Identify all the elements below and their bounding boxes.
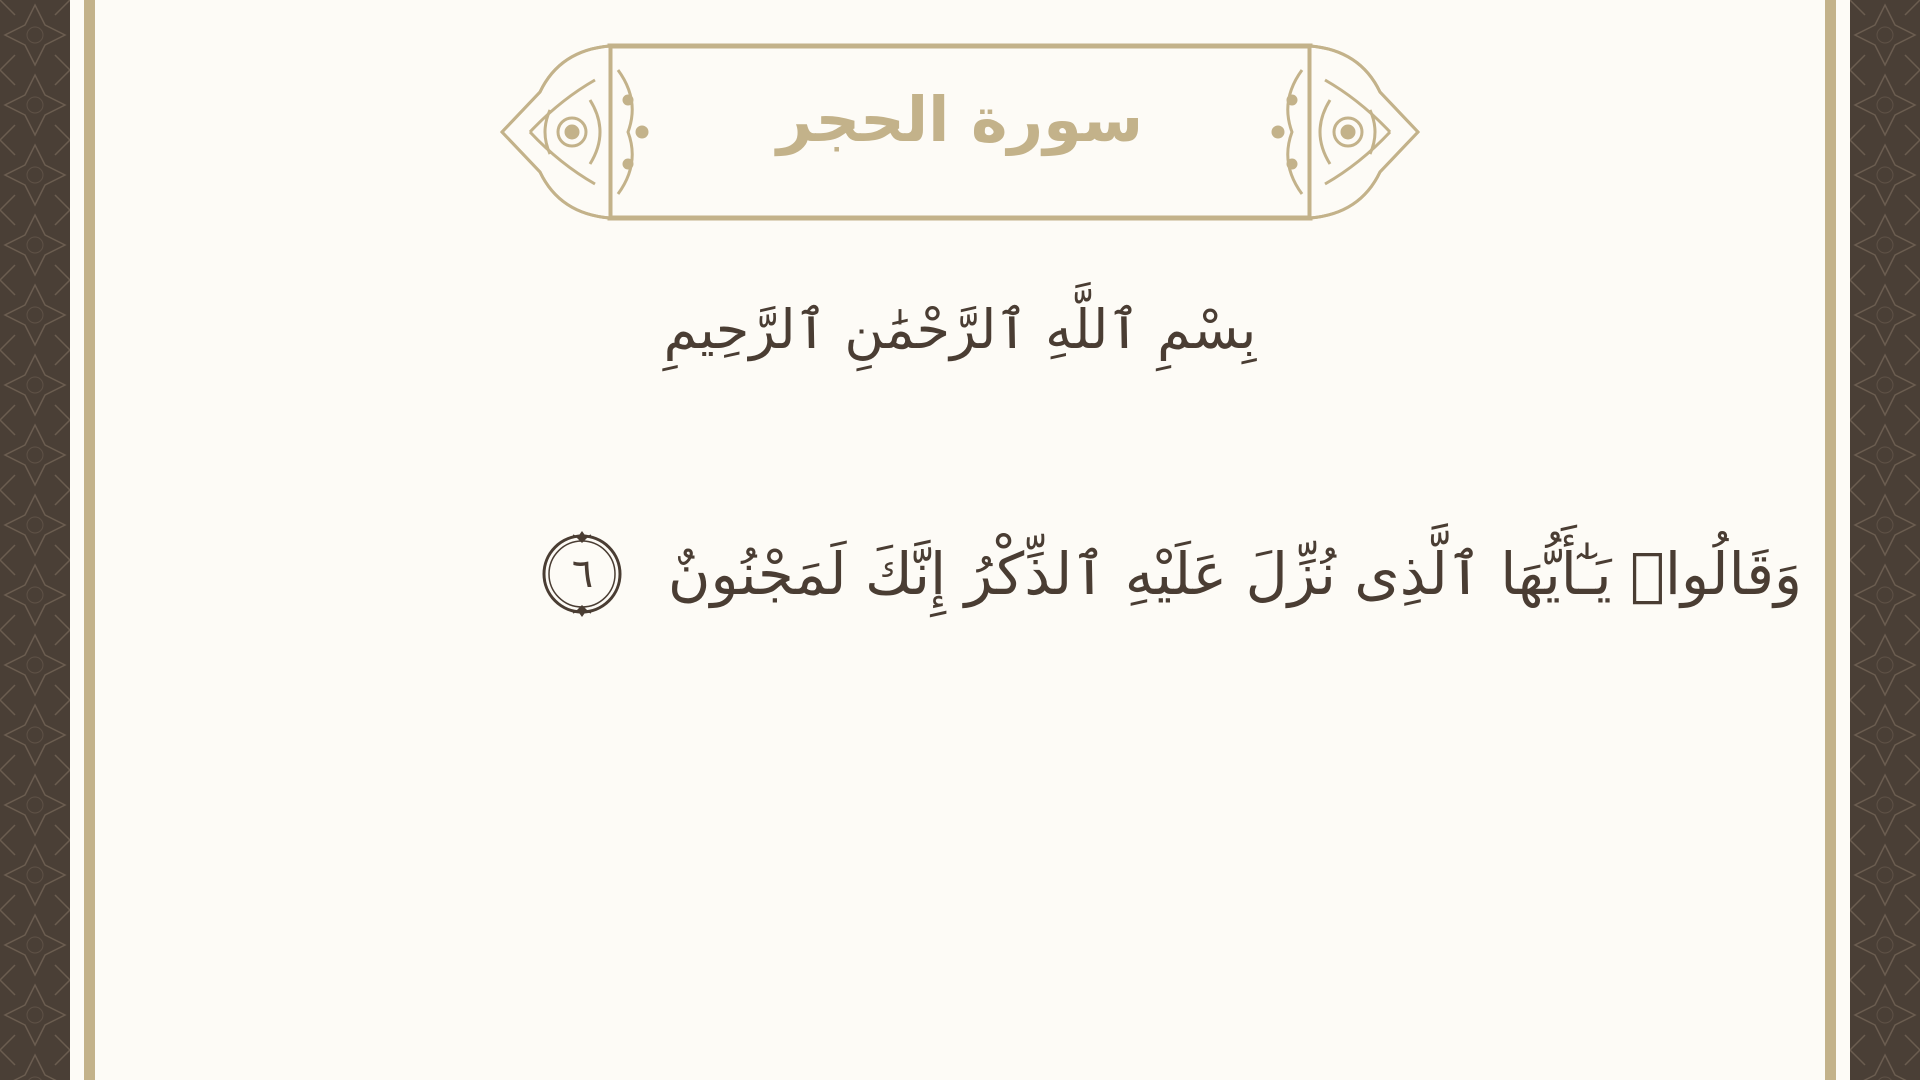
surah-title-frame [500, 40, 1420, 230]
left-gold-rule [84, 0, 95, 1080]
verse-text: وَقَالُوا۟ يَـٰٓأَيُّهَا ٱلَّذِى نُزِّلَ عَلَيْهِ ٱلذِّكْرُ إِنَّكَ لَمَجْنُونٌ [667, 539, 1802, 608]
right-geometric-border [1850, 0, 1920, 1080]
ayah-end-marker-icon [537, 529, 627, 619]
left-geometric-border [0, 0, 70, 1080]
basmala: بِسْمِ ٱللَّهِ ٱلرَّحْمَٰنِ ٱلرَّحِيمِ [663, 298, 1257, 361]
verse-line [502, 520, 1802, 624]
surah-title: سورة الحجر [776, 83, 1144, 156]
ayah-number: ٦ [571, 550, 594, 597]
right-gold-rule [1825, 0, 1836, 1080]
